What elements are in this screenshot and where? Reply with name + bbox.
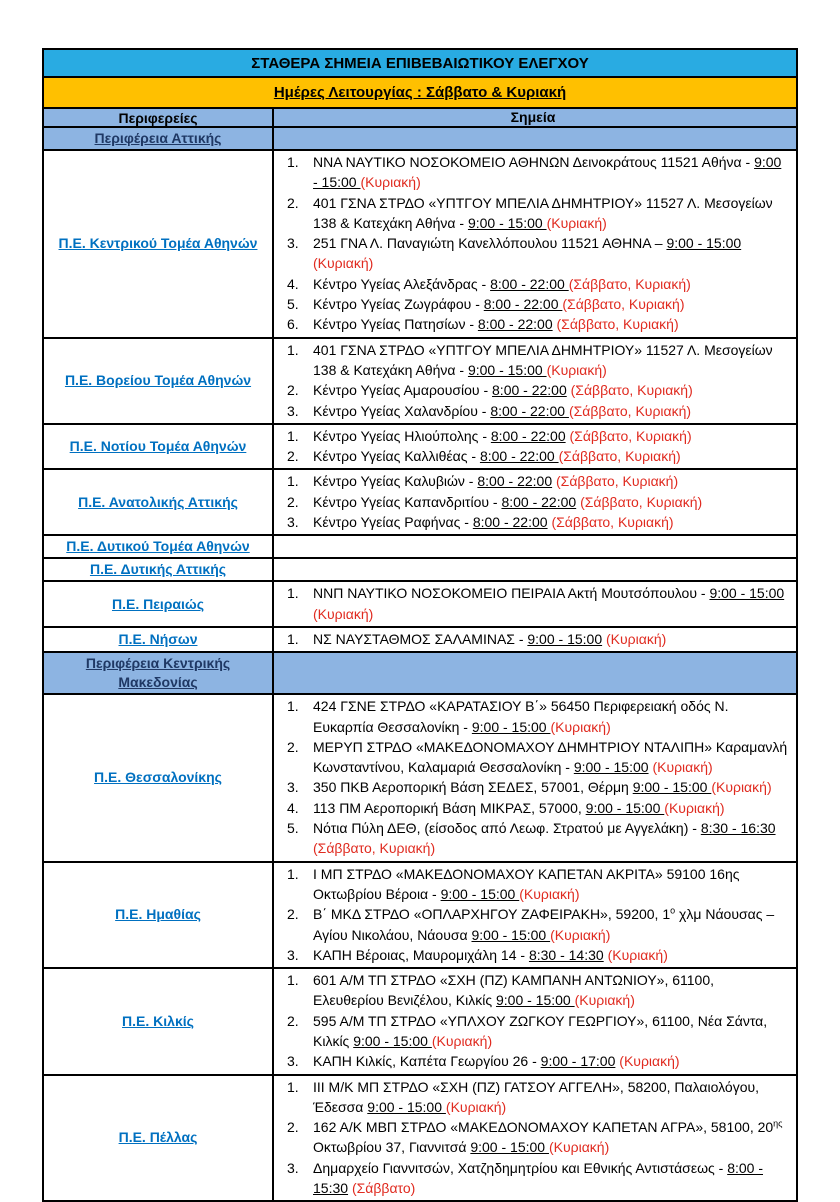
point-item	[274, 340, 792, 381]
column-header-points	[274, 109, 796, 126]
text-segment: χλμ Νάουσας – Αγίου Νικολάου, Νάουσα	[313, 906, 775, 943]
text-segment: Κέντρο Υγείας Ραφήνας -	[313, 514, 473, 531]
text-segment: 8:00 - 22:00	[490, 427, 566, 444]
point-item	[274, 818, 792, 859]
point-number: 3.	[287, 402, 299, 419]
point-number: 6.	[287, 316, 299, 333]
point-number: 1.	[287, 972, 299, 989]
pe-label-cell	[44, 536, 274, 557]
text-segment: (Κυριακή)	[445, 1098, 507, 1115]
text-segment: (Σάββατο, Κυριακή)	[569, 427, 692, 444]
text-segment: (Κυριακή)	[574, 992, 635, 1009]
point-item	[274, 777, 792, 797]
text-segment: ΝΝΠ ΝΑΥΤΙΚΟ ΝΟΣΟΚΟΜΕΙΟ ΠΕΙΡΑΙΑ Ακτή Μουτσόπουλου -	[313, 585, 710, 602]
text-segment: (Σάββατο, Κυριακή)	[580, 493, 703, 510]
text-segment: (Κυριακή)	[431, 1032, 493, 1049]
point-number: 2.	[287, 448, 299, 465]
pe-label: Π.Ε. Κεντρικού Τομέα Αθηνών	[58, 235, 258, 252]
point-text	[313, 314, 792, 334]
operating-days-text: Ημέρες Λειτουργίας : Σάββατο & Κυριακή	[273, 84, 567, 101]
text-segment: 350 ΠΚΒ Αεροπορική Βάση ΣΕΔΕΣ, 57001, Θέρμη	[313, 779, 633, 796]
point-text	[313, 629, 792, 649]
text-segment: Β΄ ΜΚΔ ΣΤΡΔΟ «ΟΠΛΑΡΧΗΓΟΥ ΖΑΦΕΙΡΑΚΗ», 59200, 1	[313, 906, 671, 923]
point-number: 1.	[287, 865, 299, 882]
point-text	[313, 970, 792, 1011]
text-segment: 9:00 - 15:00	[471, 718, 551, 735]
pe-row	[44, 695, 796, 862]
text-segment: 8:00 - 22:00	[501, 493, 577, 510]
point-text	[313, 818, 792, 859]
point-number: 3.	[287, 1053, 299, 1070]
point-item	[274, 274, 792, 294]
point-text	[313, 446, 792, 466]
text-segment: 8:00 - 22:00	[472, 514, 548, 531]
point-number: 2.	[287, 493, 299, 510]
text-segment: Κέντρο Υγείας Αμαρουσίου -	[313, 382, 493, 399]
text-segment: 9:00 - 15:00	[527, 630, 603, 647]
point-item	[274, 1051, 792, 1071]
point-item	[274, 512, 792, 532]
text-segment: (Σάββατο)	[351, 1180, 416, 1197]
text-segment: (Κυριακή)	[619, 1053, 680, 1070]
region-header-row	[44, 653, 796, 695]
points-cell	[274, 863, 796, 967]
point-number: 4.	[287, 799, 299, 816]
point-text	[313, 1077, 792, 1118]
text-segment: (Σάββατο, Κυριακή)	[551, 514, 674, 531]
text-segment: 9:00 - 15:00	[467, 214, 547, 231]
point-number: 5.	[287, 820, 299, 837]
text-segment: Ι ΜΠ ΣΤΡΔΟ «ΜΑΚΕΔΟΝΟΜΑΧΟΥ ΚΑΠΕΤΑΝ ΑΚΡΙΤΑ» 59100 16ης Οκτωβρίου Βέροια -	[313, 865, 740, 902]
points-cell	[274, 536, 796, 557]
text-segment: (Κυριακή)	[664, 799, 725, 816]
pe-row	[44, 582, 796, 628]
point-item	[274, 446, 792, 466]
pe-label-cell	[44, 1076, 274, 1201]
point-text	[313, 294, 792, 314]
point-text	[313, 864, 792, 905]
point-item	[274, 233, 792, 274]
text-segment: Κέντρο Υγείας Καπανδριτίου -	[313, 493, 502, 510]
region-label: Περιφέρεια Κεντρικής Μακεδονίας	[85, 655, 231, 691]
text-segment: 9:00 - 15:00	[467, 361, 547, 378]
pe-label: Π.Ε. Δυτικού Τομέα Αθηνών	[66, 538, 250, 555]
points-cell	[274, 339, 796, 423]
point-text	[313, 1051, 792, 1071]
point-text	[313, 583, 792, 624]
pe-label-cell	[44, 969, 274, 1073]
pe-label: Π.Ε. Ημαθίας	[115, 906, 201, 923]
point-text	[313, 152, 792, 193]
points-cell	[274, 425, 796, 469]
point-item	[274, 583, 792, 624]
point-item	[274, 864, 792, 905]
text-segment: 9:00 - 15:00	[470, 1139, 549, 1156]
point-number: 2.	[287, 1012, 299, 1029]
point-text	[313, 426, 792, 446]
text-segment: ΙΙΙ Μ/Κ ΜΠ ΣΤΡΔΟ «ΣΧΗ (ΠΖ) ΓΑΤΣΟΥ ΑΓΓΕΛΗ», 58200, Παλαιολόγου, Έδεσσα	[313, 1078, 760, 1115]
text-segment: 424 ΓΣΝΕ ΣΤΡΔΟ «ΚΑΡΑΤΑΣΙΟΥ Β΄» 56450 Περιφερειακή οδός Ν. Ευκαρπία Θεσσαλονίκη -	[313, 698, 729, 735]
pe-label: Π.Ε. Βορείου Τομέα Αθηνών	[64, 372, 252, 389]
text-segment: 595 Α/Μ ΤΠ ΣΤΡΔΟ «ΥΠΛΧΟΥ ΖΩΓΚΟΥ ΓΕΩΡΓΙΟΥ», 61100, Νέα Σάντα, Κιλκίς	[313, 1012, 768, 1049]
text-segment: (Κυριακή)	[548, 1139, 610, 1156]
point-number: 1.	[287, 154, 299, 170]
text-segment: 9:00 - 15:00	[666, 235, 742, 252]
pe-label-cell	[44, 628, 274, 651]
point-item	[274, 426, 792, 446]
point-number: 2.	[287, 382, 299, 399]
text-segment: Κέντρο Υγείας Χαλανδρίου -	[313, 402, 491, 419]
text-segment: ΝΣ ΝΑΥΣΤΑΘΜΟΣ ΣΑΛΑΜΙΝΑΣ -	[313, 630, 528, 647]
region-header-row	[44, 128, 796, 151]
point-number: 1.	[287, 341, 299, 358]
text-segment: (Σάββατο, Κυριακή)	[570, 382, 693, 399]
text-segment: ΝΝΑ ΝΑΥΤΙΚΟ ΝΟΣΟΚΟΜΕΙΟ ΑΘΗΝΩΝ Δεινοκράτους 11521 Αθήνα -	[313, 154, 755, 170]
point-item	[274, 152, 792, 193]
text-segment: 9:00 - 17:00	[540, 1053, 616, 1070]
pe-label: Π.Ε. Νοτίου Τομέα Αθηνών	[69, 438, 247, 455]
point-item	[274, 492, 792, 512]
point-number: 3.	[287, 779, 299, 796]
point-text	[313, 1117, 792, 1158]
text-segment: 9:00 - 15:00	[573, 759, 649, 776]
point-text	[313, 1011, 792, 1052]
point-text	[313, 1158, 792, 1199]
text-segment: 9:00 - 15:00	[353, 1032, 432, 1049]
point-item	[274, 294, 792, 314]
pe-label: Π.Ε. Θεσσαλονίκης	[94, 769, 222, 786]
text-segment: 8:00 - 15:30	[313, 1159, 763, 1197]
point-text	[313, 945, 792, 965]
text-segment: 8:00 - 22:00	[477, 316, 553, 333]
text-segment: 9:00 - 15:00	[632, 779, 712, 796]
pe-row	[44, 863, 796, 969]
text-segment: 401 ΓΣΝΑ ΣΤΡΔΟ «ΥΠΤΓΟΥ ΜΠΕΛΙΑ ΔΗΜΗΤΡΙΟΥ» 11527 Λ. Μεσογείων 138 & Κατεχάκη Αθήνα -	[313, 194, 773, 231]
point-item	[274, 1158, 792, 1199]
pe-row	[44, 425, 796, 471]
point-number: 5.	[287, 296, 299, 313]
text-segment: Κέντρο Υγείας Αλεξάνδρας -	[313, 275, 491, 292]
pe-row	[44, 470, 796, 536]
region-empty-cell	[274, 128, 796, 149]
points-cell	[274, 695, 796, 860]
point-text	[313, 380, 792, 400]
points-cell	[274, 582, 796, 626]
text-segment: (Σάββατο, Κυριακή)	[313, 840, 436, 857]
text-segment: (Σάββατο, Κυριακή)	[556, 316, 679, 333]
text-segment: (Σάββατο, Κυριακή)	[558, 448, 681, 465]
pe-label: Π.Ε. Νήσων	[118, 631, 198, 648]
text-segment: Νότια Πύλη ΔΕΘ, (είσοδος από Λεωφ. Στρατού με Αγγελάκη) -	[313, 820, 701, 837]
point-number: 2.	[287, 738, 299, 755]
text-segment: (Κυριακή)	[550, 926, 611, 943]
point-item	[274, 1011, 792, 1052]
pe-label-cell	[44, 470, 274, 534]
text-segment: Κέντρο Υγείας Πατησίων -	[313, 316, 478, 333]
text-segment: 9:00 - 15:00	[585, 799, 665, 816]
point-item	[274, 471, 792, 491]
point-item	[274, 380, 792, 400]
point-number: 1.	[287, 630, 299, 647]
point-item	[274, 193, 792, 234]
pe-row	[44, 1076, 796, 1201]
point-text	[313, 471, 792, 491]
text-segment: 8:00 - 22:00	[483, 296, 563, 313]
column-header-row	[44, 109, 796, 128]
text-segment: Κέντρο Υγείας Καλυβιών -	[313, 473, 478, 490]
text-segment: 9:00 - 15:00	[440, 885, 520, 902]
point-text	[313, 340, 792, 381]
point-item	[274, 737, 792, 778]
text-segment: 9:00 - 15:00	[709, 585, 785, 602]
text-segment: 8:00 - 22:00	[479, 448, 559, 465]
text-segment: (Κυριακή)	[711, 779, 772, 796]
text-segment: 601 Α/Μ ΤΠ ΣΤΡΔΟ «ΣΧΗ (ΠΖ) ΚΑΜΠΑΝΗ ΑΝΤΩΝΙΟΥ», 61100, Ελευθερίου Βενιζέλου, Κιλκίς	[313, 972, 715, 1009]
point-number: 1.	[287, 427, 299, 444]
region-empty-cell	[274, 653, 796, 693]
pe-label: Π.Ε. Κιλκίς	[122, 1012, 194, 1029]
text-segment: 8:00 - 22:00	[477, 473, 553, 490]
point-text	[313, 798, 792, 818]
pe-label: Π.Ε. Πειραιώς	[111, 595, 205, 612]
pe-label-cell	[44, 582, 274, 626]
text-segment: (Κυριακή)	[546, 214, 607, 231]
pe-label: Π.Ε. Ανατολικής Αττικής	[78, 493, 238, 510]
operating-days-banner	[44, 78, 796, 109]
point-number: 4.	[287, 275, 299, 292]
point-number: 1.	[287, 1078, 299, 1095]
text-segment: ης	[773, 1118, 783, 1129]
text-segment: 113 ΠΜ Αεροπορική Βάση ΜΙΚΡΑΣ, 57000,	[313, 799, 586, 816]
text-segment: ΚΑΠΗ Βέροιας, Μαυρομιχάλη 14 -	[313, 946, 529, 963]
text-segment: (Κυριακή)	[607, 946, 668, 963]
point-number: 1.	[287, 585, 299, 602]
pe-row	[44, 151, 796, 339]
text-segment: Δημαρχείο Γιαννιτσών, Χατζηδημητρίου και Εθνικής Αντιστάσεως -	[313, 1159, 728, 1176]
point-text	[313, 737, 792, 778]
text-segment: 401 ΓΣΝΑ ΣΤΡΔΟ «ΥΠΤΓΟΥ ΜΠΕΛΙΑ ΔΗΜΗΤΡΙΟΥ» 11527 Λ. Μεσογείων 138 & Κατεχάκη Αθήνα -	[313, 341, 773, 378]
table-title: ΣΤΑΘΕΡΑ ΣΗΜΕΙΑ ΕΠΙΒΕΒΑΙΩΤΙΚΟΥ ΕΛΕΓΧΟΥ	[251, 54, 589, 72]
points-cell	[274, 1076, 796, 1201]
text-segment: 9:00 - 15:00	[471, 926, 551, 943]
points-cell	[274, 470, 796, 534]
pe-row	[44, 628, 796, 653]
point-item	[274, 904, 792, 945]
table-title-banner	[44, 50, 796, 78]
pe-label: Π.Ε. Δυτικής Αττικής	[89, 561, 227, 578]
point-text	[313, 193, 792, 234]
column-header-regions-label: Περιφερείες	[118, 109, 198, 126]
point-text	[313, 401, 792, 421]
point-number: 3.	[287, 235, 299, 252]
point-text	[313, 274, 792, 294]
point-item	[274, 696, 792, 737]
pe-label-cell	[44, 559, 274, 580]
text-segment: 8:00 - 22:00	[490, 275, 569, 292]
point-number: 2.	[287, 194, 299, 211]
points-cell	[274, 559, 796, 580]
region-header-cell	[44, 128, 274, 149]
text-segment: 162 Α/Κ ΜΒΠ ΣΤΡΔΟ «ΜΑΚΕΔΟΝΟΜΑΧΟΥ ΚΑΠΕΤΑΝ ΑΓΡΑ», 58100, 20	[313, 1119, 774, 1136]
text-segment: (Σάββατο, Κυριακή)	[556, 473, 679, 490]
pe-row	[44, 969, 796, 1075]
point-item	[274, 629, 792, 649]
text-segment: ΚΑΠΗ Κιλκίς, Καπέτα Γεωργίου 26 -	[313, 1053, 541, 1070]
point-number: 2.	[287, 1119, 299, 1136]
points-cell	[274, 969, 796, 1073]
region-header-cell	[44, 653, 274, 693]
text-segment: Κέντρο Υγείας Ηλιούπολης -	[313, 427, 491, 444]
text-segment: (Κυριακή)	[313, 605, 374, 622]
point-number: 2.	[287, 906, 299, 923]
point-item	[274, 1117, 792, 1158]
text-segment: 251 ΓΝΑ Λ. Παναγιώτη Κανελλόπουλου 11521 ΑΘΗΝΑ –	[313, 235, 667, 252]
point-item	[274, 1077, 792, 1118]
pe-label-cell	[44, 151, 274, 337]
text-segment: (Κυριακή)	[519, 885, 580, 902]
pe-row	[44, 536, 796, 559]
text-segment: (Κυριακή)	[550, 718, 611, 735]
point-item	[274, 314, 792, 334]
text-segment: 8:00 - 22:00	[490, 402, 569, 419]
region-label: Περιφέρεια Αττικής	[94, 130, 222, 146]
text-segment: (Κυριακή)	[360, 174, 421, 191]
pe-label-cell	[44, 425, 274, 469]
text-segment: (Σάββατο, Κυριακή)	[562, 296, 685, 313]
text-segment: (Κυριακή)	[606, 630, 667, 647]
text-segment: (Κυριακή)	[313, 255, 374, 272]
pe-label: Π.Ε. Πέλλας	[118, 1129, 198, 1146]
point-number: 3.	[287, 946, 299, 963]
text-segment: Κέντρο Υγείας Ζωγράφου -	[313, 296, 484, 313]
text-segment: 9:00 - 15:00	[367, 1098, 446, 1115]
point-number: 1.	[287, 698, 299, 715]
text-segment: (Κυριακή)	[652, 759, 713, 776]
point-text	[313, 492, 792, 512]
text-segment: Κέντρο Υγείας Καλλιθέας -	[313, 448, 480, 465]
point-item	[274, 798, 792, 818]
pe-row	[44, 559, 796, 582]
point-text	[313, 233, 792, 274]
text-segment: 8:00 - 22:00	[492, 382, 567, 399]
column-header-points-label: Σημεία	[510, 109, 556, 125]
text-segment: ο	[670, 905, 676, 916]
text-segment: 9:00 - 15:00	[313, 154, 782, 191]
text-segment: 9:00 - 15:00	[495, 992, 575, 1009]
pe-label-cell	[44, 339, 274, 423]
points-cell	[274, 628, 796, 651]
text-segment: (Σάββατο, Κυριακή)	[568, 402, 692, 419]
column-header-regions	[44, 109, 274, 126]
text-segment: (Σάββατο, Κυριακή)	[568, 275, 691, 292]
document-table	[42, 48, 798, 1202]
text-segment: 8:30 - 16:30	[700, 820, 776, 837]
pe-label-cell	[44, 695, 274, 860]
text-segment: ΜΕΡΥΠ ΣΤΡΔΟ «ΜΑΚΕΔΟΝΟΜΑΧΟΥ ΔΗΜΗΤΡΙΟΥ ΝΤΑΛΙΠΗ» Καραμανλή Κωνσταντίνου, Καλαμαριά Θεσσαλονίκη -	[313, 738, 788, 776]
pe-row	[44, 339, 796, 425]
points-cell	[274, 151, 796, 337]
point-text	[313, 512, 792, 532]
table-body	[44, 128, 796, 1200]
point-text	[313, 696, 792, 737]
point-item	[274, 970, 792, 1011]
point-number: 3.	[287, 1159, 299, 1176]
text-segment: Οκτωβρίου 37, Γιαννιτσά	[313, 1139, 471, 1156]
point-text	[313, 777, 792, 797]
point-item	[274, 401, 792, 421]
text-segment: (Κυριακή)	[546, 361, 607, 378]
point-item	[274, 945, 792, 965]
point-number: 1.	[287, 473, 299, 490]
point-number: 3.	[287, 514, 299, 531]
point-text	[313, 904, 792, 945]
text-segment: 8:30 - 14:30	[528, 946, 604, 963]
pe-label-cell	[44, 863, 274, 967]
